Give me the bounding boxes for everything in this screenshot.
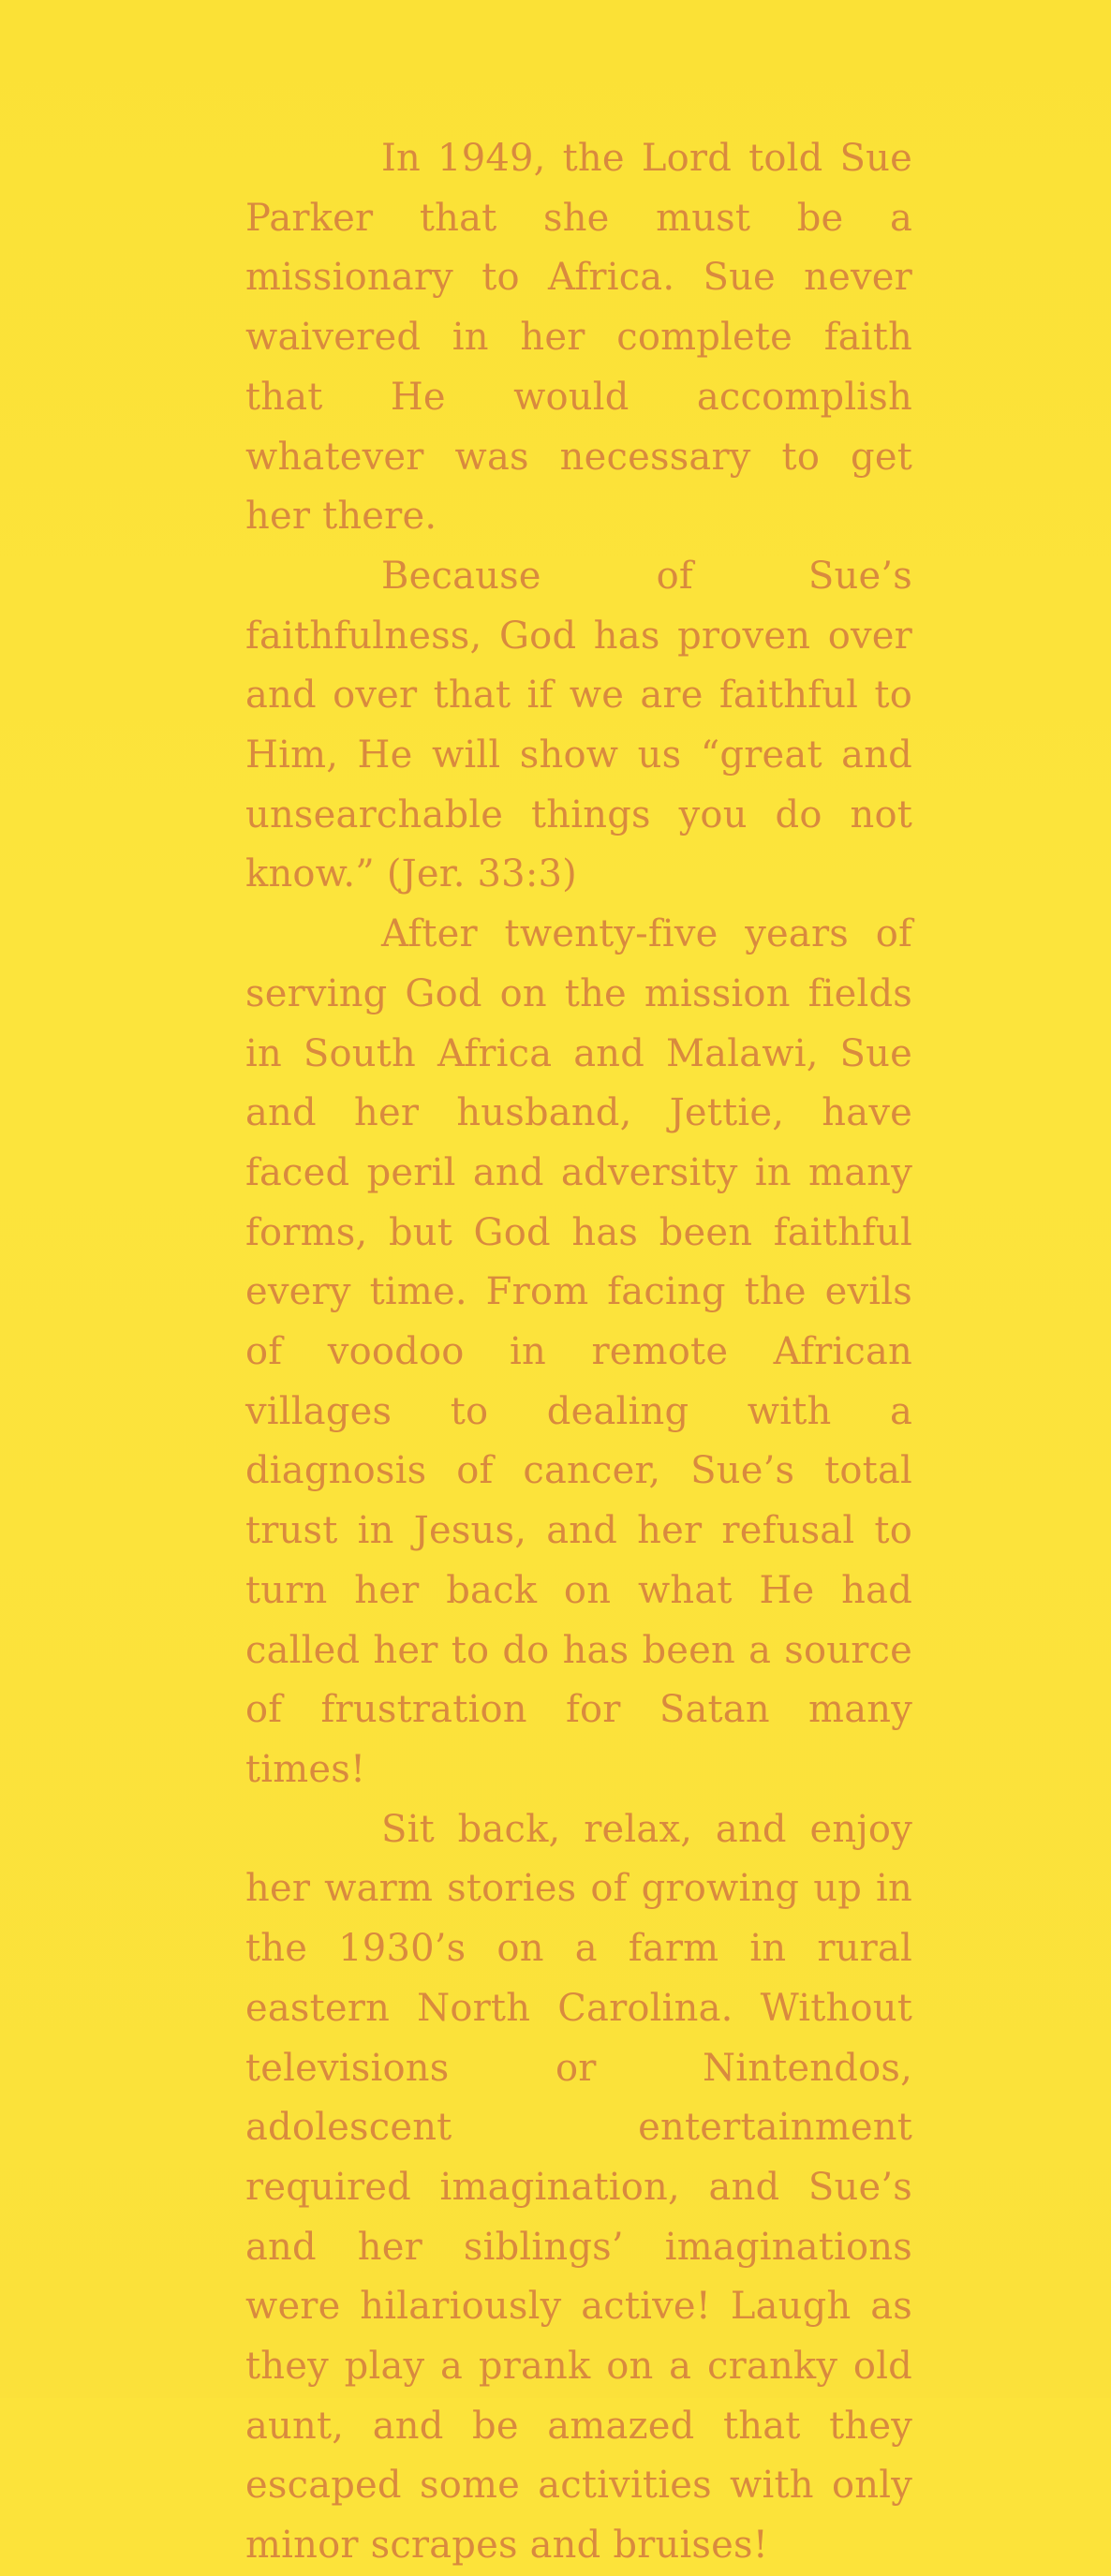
blurb-paragraph-faithfulness: Because of Sue’s faithfulness, God has proven over and over that if we are faithful to Him, He will show us “great and unsearchable things you do not know.” (Jer. 33:3)	[245, 554, 912, 896]
blurb-paragraph-childhood-stories: Sit back, relax, and enjoy her warm stories of growing up in the 1930’s on a farm in rural eastern North Carolina. Without televisions or Nintendos, adolescent entertainment required imagination, and Sue’s and her siblings’ imaginations were hilariously active! Laugh as they play a prank on a cranky old aunt, and be amazed that they escaped some activities with only minor scrapes and bruises!	[245, 1807, 912, 2568]
back-cover-blurb	[245, 129, 912, 2576]
blurb-paragraph-mission-fields: After twenty-five years of serving God on the mission fields in South Africa and Malawi, Sue and her husband, Jettie, have faced peril and adversity in many forms, but God has been faithful every time. From facing the evils of voodoo in remote African villages to dealing with a diagnosis of cancer, Sue’s total trust in Jesus, and her refusal to turn her back on what He had called her to do has been a source of frustration for Satan many times!	[245, 912, 912, 1791]
blurb-paragraph-calling: In 1949, the Lord told Sue Parker that she must be a missionary to Africa. Sue never waivered in her complete faith that He would accomplish whatever was necessary to get her there.	[245, 137, 912, 539]
